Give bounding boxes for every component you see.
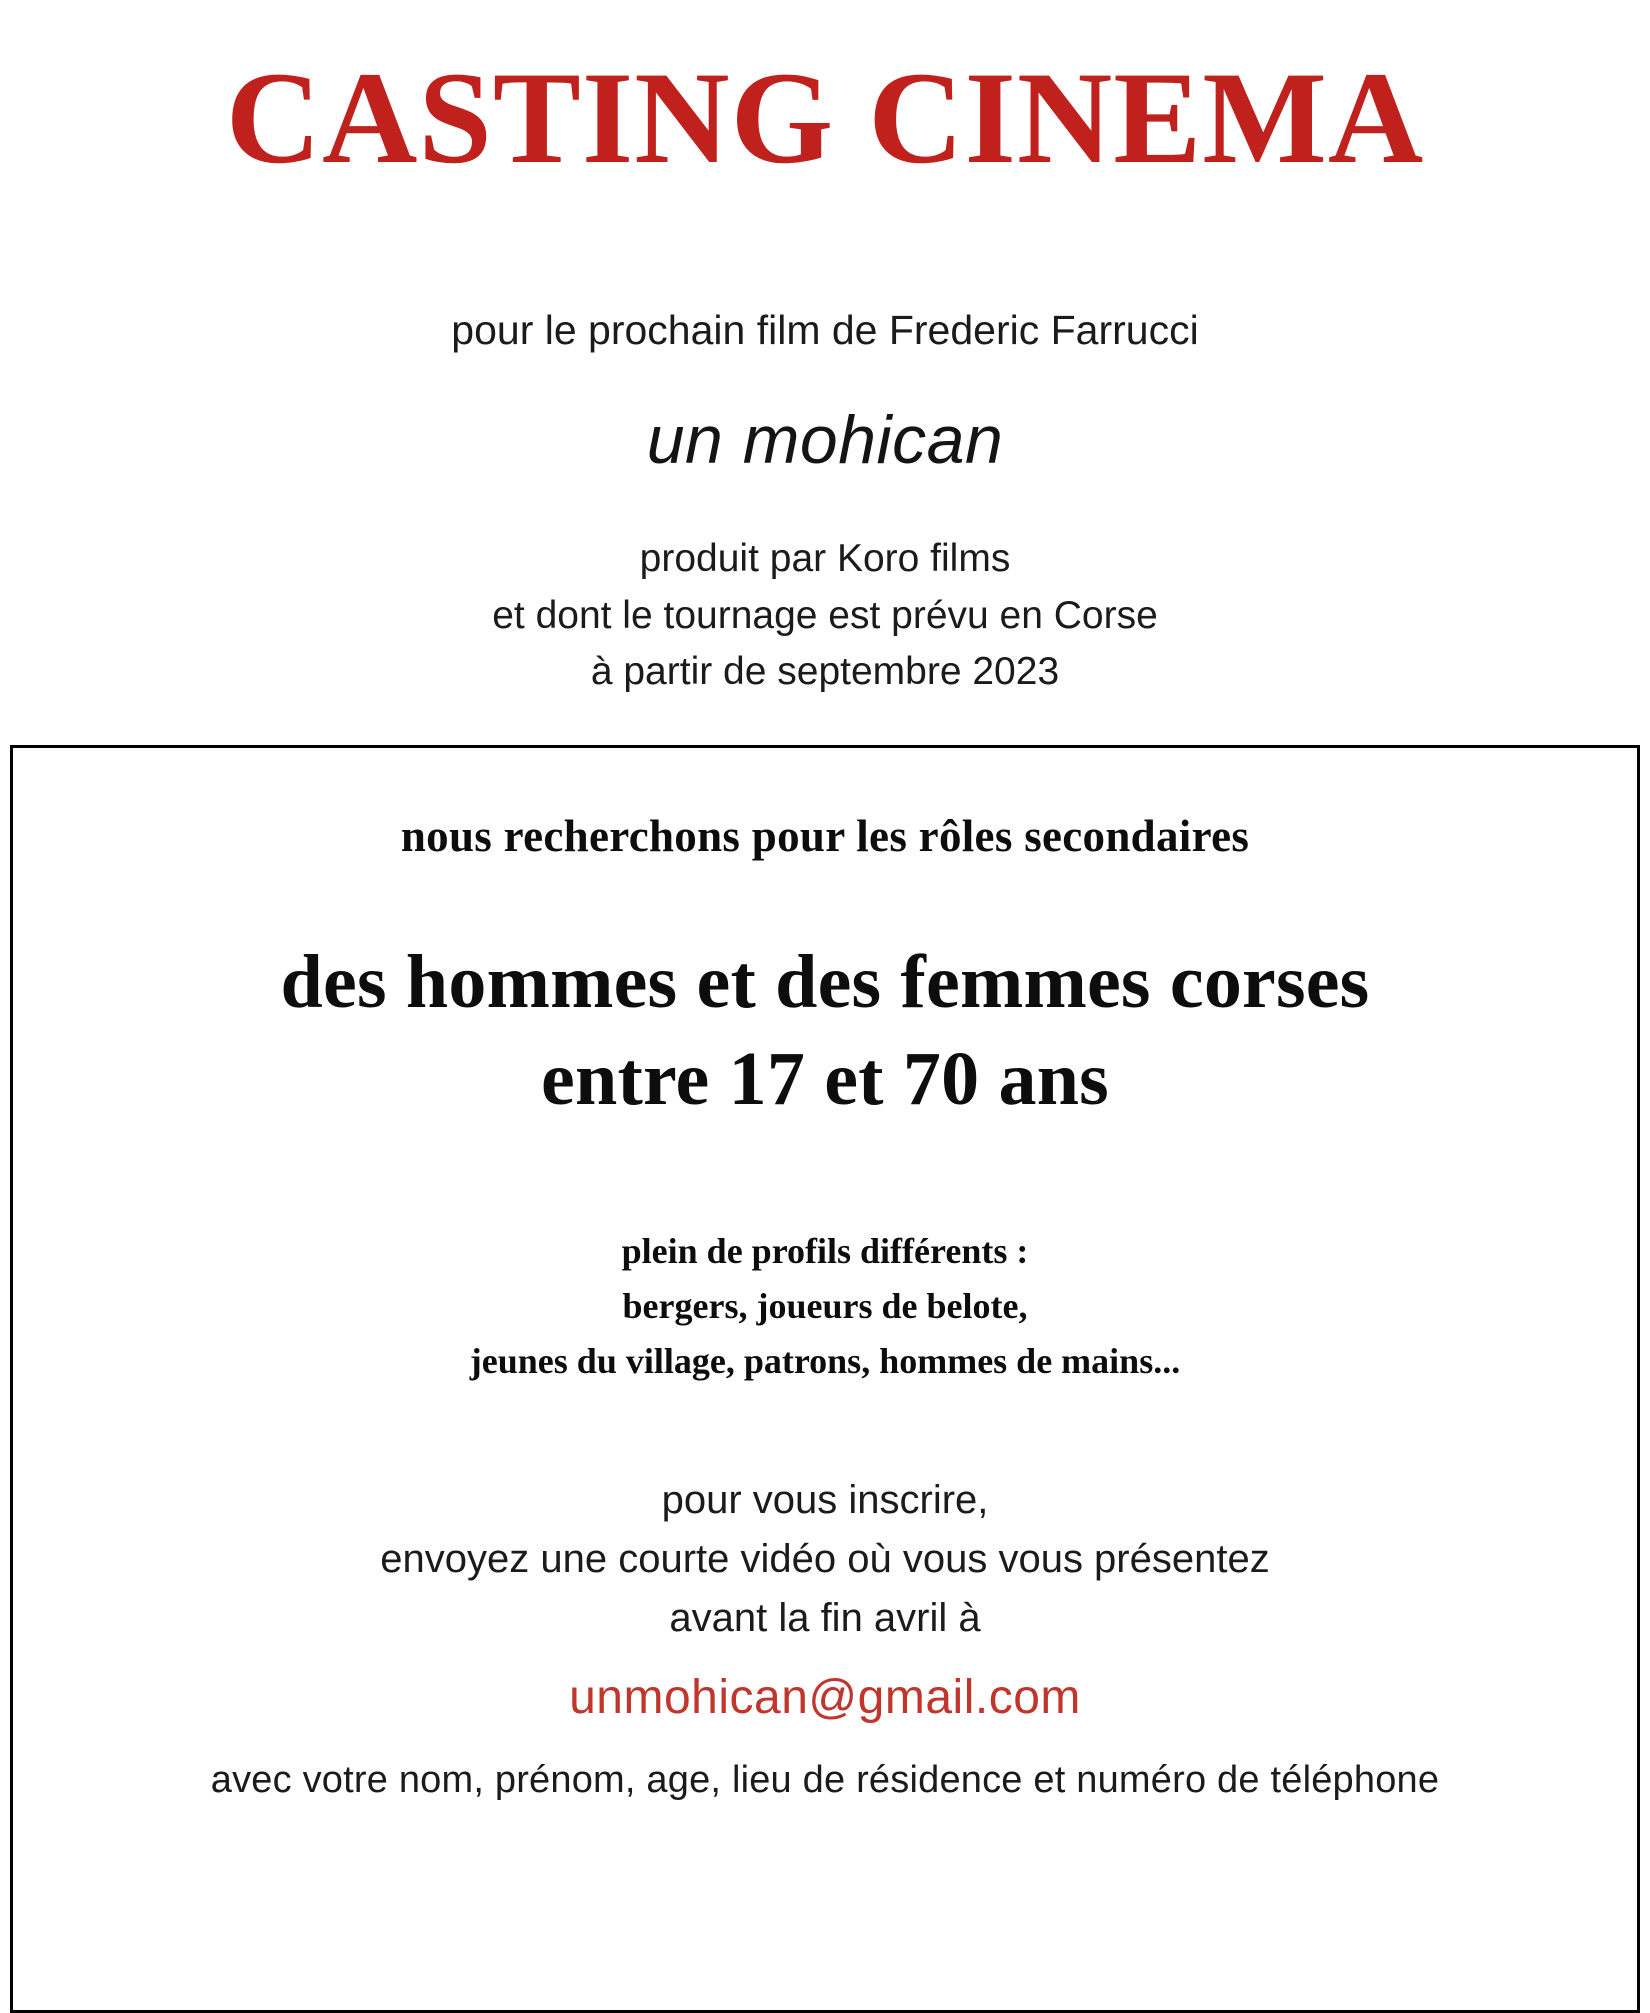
- how-to-apply-line-1: pour vous inscrire,: [661, 1477, 989, 1522]
- production-line-2: et dont le tournage est prévu en Corse: [492, 593, 1158, 637]
- how-to-apply: [41, 1471, 1609, 1649]
- profiles-line-3: jeunes du village, patrons, hommes de mains...: [469, 1340, 1181, 1381]
- intro-line: pour le prochain film de Frederic Farrucci: [451, 307, 1199, 353]
- casting-details-box: [10, 745, 1640, 2013]
- how-to-apply-line-3: avant la fin avril à: [669, 1595, 981, 1640]
- required-info-note: avec votre nom, prénom, age, lieu de résidence et numéro de téléphone: [210, 1759, 1440, 1802]
- casting-headline: [41, 934, 1609, 1129]
- profiles-line-2: bergers, joueurs de belote,: [622, 1286, 1028, 1327]
- how-to-apply-line-2: envoyez une courte vidéo où vous vous présentez: [380, 1536, 1270, 1581]
- profiles-line-1: plein de profils différents :: [621, 1231, 1029, 1272]
- production-info: [10, 531, 1640, 701]
- page-title: CASTING CINEMA: [225, 44, 1425, 191]
- production-line-1: produit par Koro films: [639, 537, 1011, 581]
- production-line-3: à partir de septembre 2023: [590, 650, 1060, 694]
- film-title: un mohican: [646, 402, 1004, 479]
- profiles-list: [41, 1224, 1609, 1388]
- contact-email[interactable]: unmohican@gmail.com: [569, 1671, 1081, 1725]
- roles-sought-line: nous recherchons pour les rôles secondaires: [400, 810, 1250, 861]
- casting-headline-line-2: entre 17 et 70 ans: [541, 1037, 1109, 1122]
- poster-header: [0, 0, 1650, 701]
- casting-headline-line-1: des hommes et des femmes corses: [280, 939, 1370, 1024]
